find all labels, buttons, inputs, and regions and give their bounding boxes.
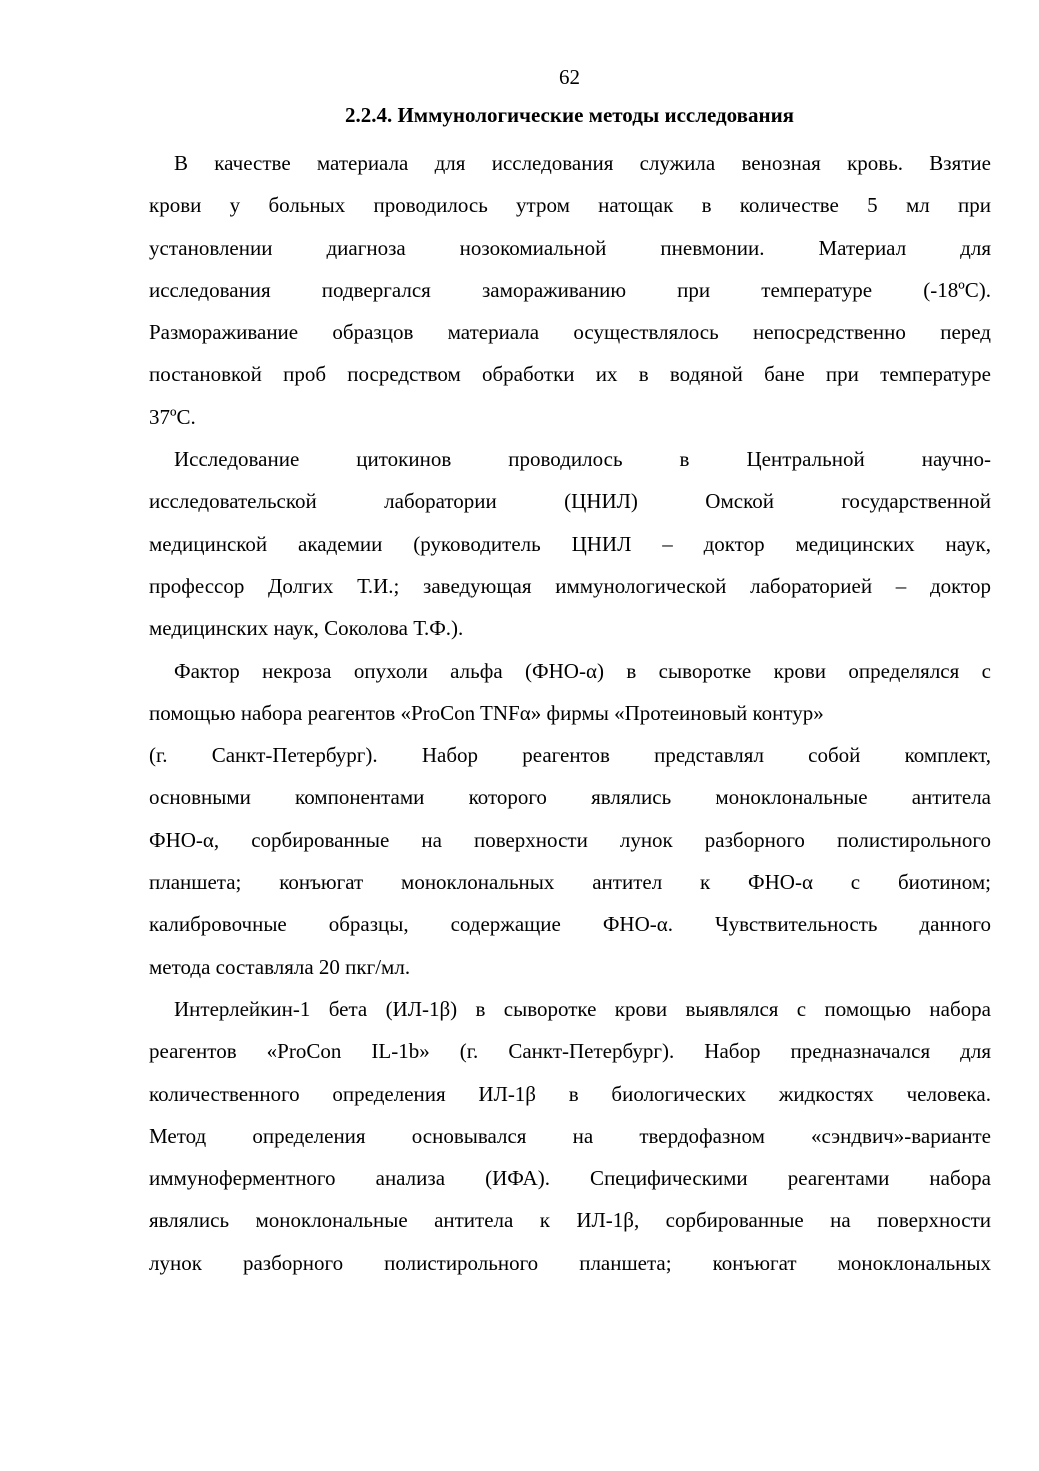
- page-number: 62: [559, 65, 580, 89]
- text-line: крови у больных проводилось утром натощак в количестве 5 мл при: [149, 193, 991, 218]
- text-line: реагентов «ProCon IL-1b» (г. Санкт-Петербург). Набор предназначался для: [149, 1039, 991, 1064]
- text-line: Фактор некроза опухоли альфа (ФНО-α) в сыворотке крови определялся с: [174, 658, 991, 683]
- body-text: [149, 142, 991, 1284]
- text-line: основными компонентами которого являлись моноклональные антитела: [149, 785, 991, 810]
- text-line: количественного определения ИЛ-1β в биологических жидкостях человека.: [149, 1081, 991, 1106]
- text-line: исследовательской лаборатории (ЦНИЛ) Омской государственной: [149, 489, 991, 514]
- text-line: калибровочные образцы, содержащие ФНО-α. Чувствительность данного: [149, 912, 991, 937]
- text-line: Исследование цитокинов проводилось в Центральной научно-: [174, 447, 991, 472]
- section-heading: 2.2.4. Иммунологические методы исследования: [344, 103, 795, 127]
- text-line: медицинских наук, Соколова Т.Ф.).: [149, 616, 464, 641]
- paragraph-2: [149, 438, 991, 649]
- text-line: исследования подвергался замораживанию при температуре (-18ºС).: [149, 277, 991, 302]
- text-line: установлении диагноза нозокомиальной пневмонии. Материал для: [149, 235, 991, 260]
- paragraph-1: [149, 142, 991, 438]
- text-line: Размораживание образцов материала осуществлялось непосредственно перед: [149, 320, 991, 345]
- text-line: Интерлейкин-1 бета (ИЛ-1β) в сыворотке крови выявлялся с помощью набора: [174, 996, 991, 1021]
- text-line: Метод определения основывался на твердофазном «сэндвич»-варианте: [149, 1123, 991, 1148]
- text-line: медицинской академии (руководитель ЦНИЛ – доктор медицинских наук,: [149, 531, 991, 556]
- text-line: помощью набора реагентов «ProCon TNFα» фирмы «Протеиновый контур»: [149, 700, 824, 725]
- text-line: (г. Санкт-Петербург). Набор реагентов представлял собой комплект,: [149, 743, 991, 768]
- text-line: ФНО-α, сорбированные на поверхности лунок разборного полистирольного: [149, 827, 991, 852]
- text-line: постановкой проб посредством обработки их в водяной бане при температуре: [149, 362, 991, 387]
- text-line: профессор Долгих Т.И.; заведующая иммунологической лабораторией – доктор: [149, 573, 991, 598]
- paragraph-3: [149, 650, 991, 988]
- text-line: являлись моноклональные антитела к ИЛ-1β, сорбированные на поверхности: [149, 1208, 991, 1233]
- text-line: планшета; конъюгат моноклональных антител к ФНО-α с биотином;: [149, 870, 991, 895]
- text-line: лунок разборного полистирольного планшета; конъюгат моноклональных: [149, 1250, 991, 1275]
- paragraph-4: [149, 988, 991, 1284]
- text-line: иммуноферментного анализа (ИФА). Специфическими реагентами набора: [149, 1166, 991, 1191]
- text-line: 37ºС.: [149, 404, 196, 429]
- text-line: метода составляла 20 пкг/мл.: [149, 954, 411, 979]
- text-line: В качестве материала для исследования служила венозная кровь. Взятие: [174, 151, 991, 175]
